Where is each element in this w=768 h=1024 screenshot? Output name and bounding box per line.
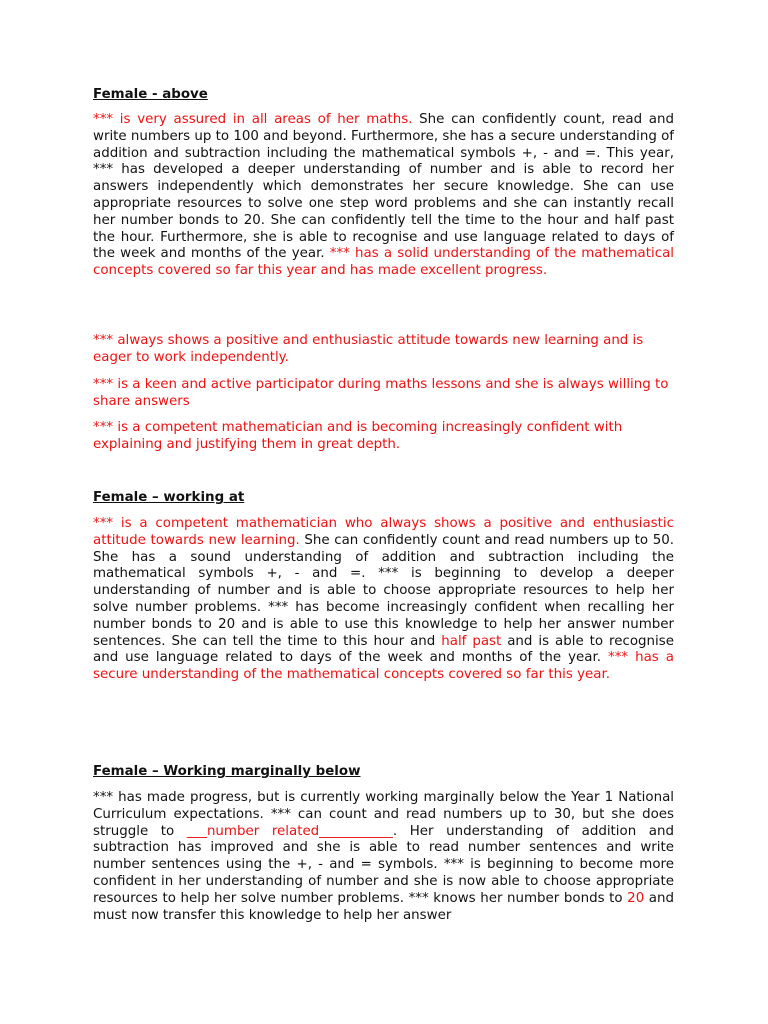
body-text: She can confidently count and read numbers up to 50. She has a sound understanding of addition and subtraction including the mathematical symbols +, - and =. *** is beginning to develop a deeper understanding of number and is able to choose appropriate resources to help her solve number problems. *** has become increasingly confident when recalling her number bonds to 20 and is able to use this knowledge to help her answer number sentences. She can tell the time to this hour and <box>93 532 674 649</box>
comment-above-1: *** always shows a positive and enthusiastic attitude towards new learning and is eager to work independently. <box>93 333 644 365</box>
heading-female-above: Female - above <box>93 87 208 102</box>
highlight-text: ___number related___________ <box>186 823 393 839</box>
heading-female-working-at: Female – working at <box>93 490 245 505</box>
comment-above-3: *** is a competent mathematician and is becoming increasingly confident with explaining and justifying them in great depth. <box>93 420 623 452</box>
paragraph-marginally-below <box>93 790 674 924</box>
highlight-text: *** has a secure understanding of the mathematical concepts covered so far this year. <box>93 650 674 683</box>
body-text: and is able to recognise and use language related to days of the week and months of the year. <box>93 633 674 666</box>
highlight-text: 20 <box>627 890 645 906</box>
body-text: *** has made progress, but is currently working marginally below the Year 1 National Curriculum expectations. *** can count and read numbers up to 30, but she does struggle to <box>93 790 674 839</box>
paragraph-working-at <box>93 516 674 684</box>
comment-above-2: *** is a keen and active participator during maths lessons and she is always willing to share answers <box>93 377 669 409</box>
paragraph-above <box>93 112 674 280</box>
highlight-text: *** is a competent mathematician who always shows a positive and enthusiastic attitude towards new learning. <box>93 516 674 548</box>
body-text: She can confidently count, read and write numbers up to 100 and beyond. Furthermore, she has a secure understanding of addition and subtraction including the mathematical symbols +, - and =. This year, *** has developed a deeper understanding of number and is able to record her answers independently which demonstrates her secure knowledge. She can use appropriate resources to solve one step word problems and she can instantly recall her number bonds to 20. She can confidently tell the time to the hour and half past the hour. Furthermore, she is able to recognise and use language related to days of the week and months of the year. <box>93 112 675 262</box>
body-text: . Her understanding of addition and subtraction has improved and she is able to read number sentences and write number sentences using the +, - and = symbols. *** is beginning to become more confident in her understanding of number and she is now able to choose appropriate resources to help her solve number problems. *** knows her number bonds to <box>93 823 675 906</box>
body-text: and must now transfer this knowledge to help her answer <box>93 890 675 923</box>
highlight-text: half past <box>441 633 502 649</box>
heading-female-marginally-below: Female – Working marginally below <box>93 764 361 779</box>
highlight-text: *** is very assured in all areas of her maths. <box>93 112 413 127</box>
highlight-text: *** has a solid understanding of the mathematical concepts covered so far this year and has made excellent progress. <box>93 246 674 279</box>
